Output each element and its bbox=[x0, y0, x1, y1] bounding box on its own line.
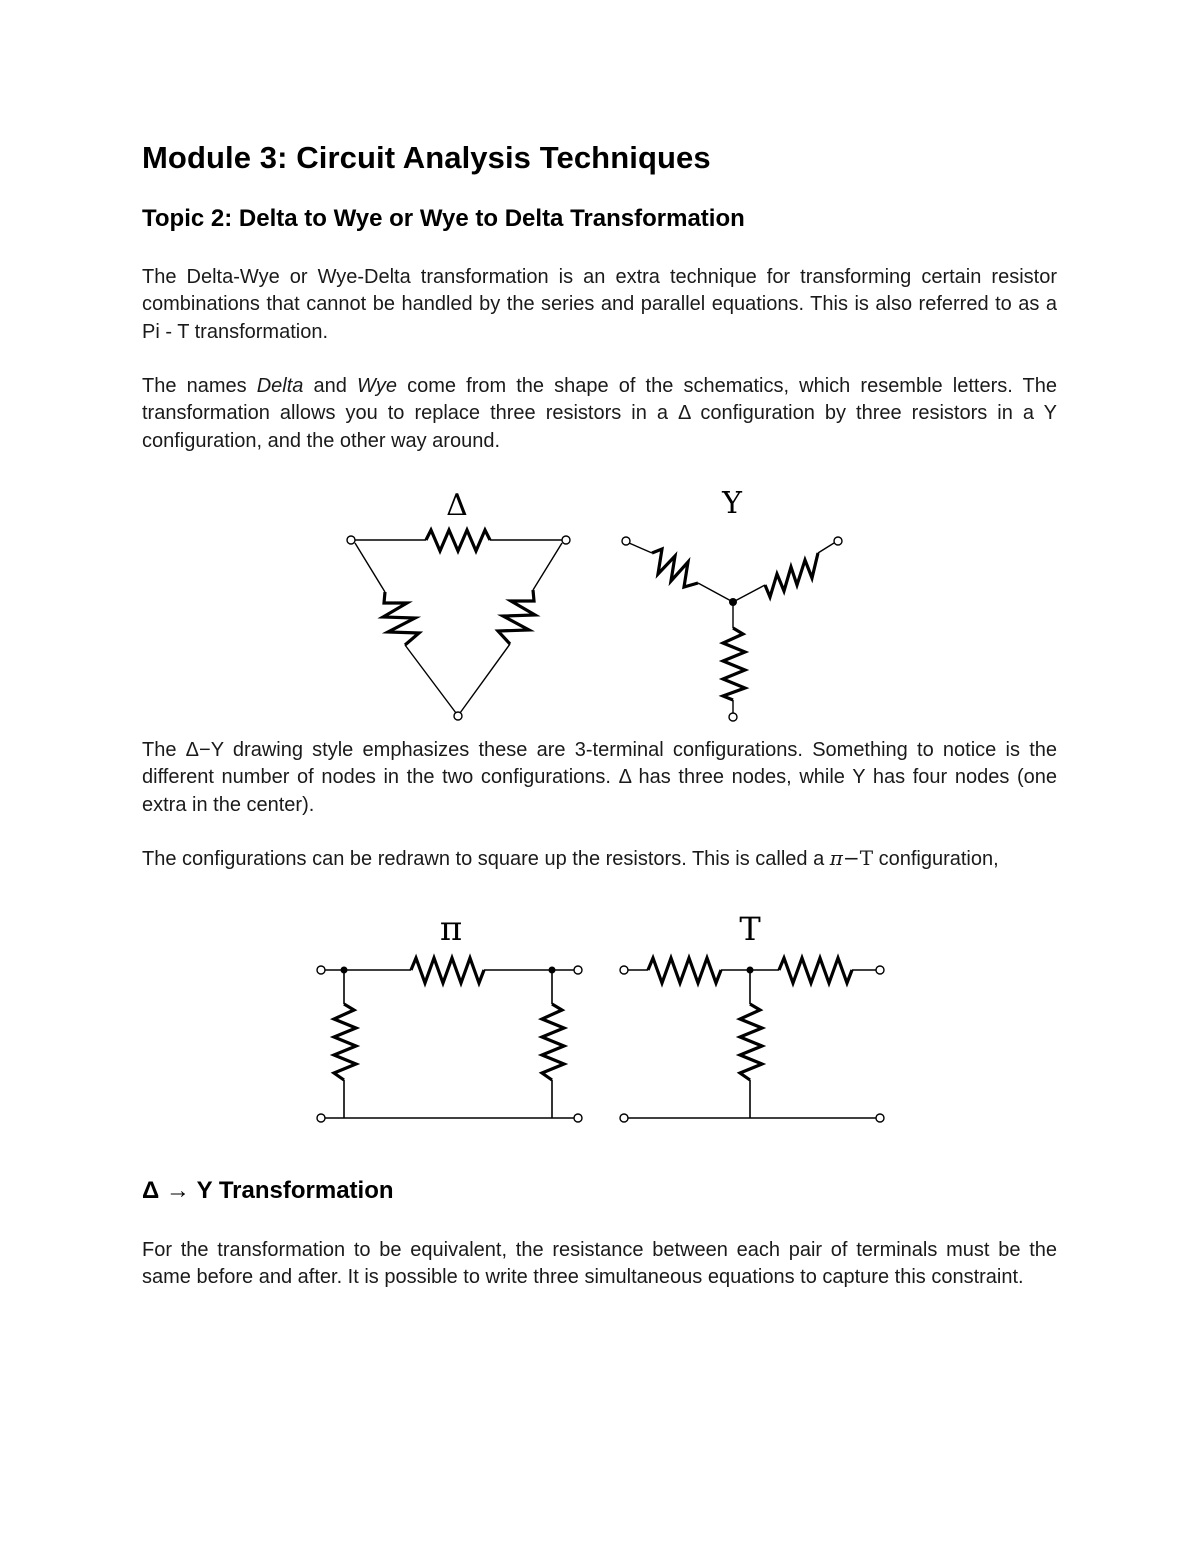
pi-resistor-right bbox=[542, 1004, 564, 1080]
pi-t-pre: The configurations can be redrawn to square up the resistors. This is called a bbox=[142, 848, 830, 870]
t-resistor-left bbox=[648, 958, 721, 983]
delta-resistor-left bbox=[355, 543, 456, 713]
wye-terminal-right bbox=[834, 537, 842, 545]
pi-resistor-left bbox=[334, 1004, 356, 1080]
pi-terminal-bottom-left bbox=[317, 1114, 325, 1122]
t-network bbox=[620, 958, 884, 1122]
delta-term: Delta bbox=[256, 375, 304, 397]
delta-label: Δ bbox=[446, 488, 468, 523]
section-heading: Δ → Y Transformation bbox=[142, 1177, 394, 1204]
wye-resistor-bottom bbox=[723, 602, 745, 713]
delta-terminal-bottom bbox=[454, 712, 462, 720]
wye-resistor-right bbox=[733, 543, 834, 602]
pi-t-paragraph bbox=[142, 845, 1057, 873]
intro-paragraph: The Delta-Wye or Wye-Delta transformation is an extra technique for transforming certain resistor combinations that cannot be handled by the series and parallel equations. This is also referred to as a Pi - T transformation. bbox=[142, 266, 1057, 343]
t-resistor-right bbox=[779, 958, 852, 983]
topic-heading: Topic 2: Delta to Wye or Wye to Delta Transformation bbox=[142, 205, 745, 232]
nodes-paragraph: The Δ−Y drawing style emphasizes these are 3-terminal configurations. Something to notice is the different number of nodes in the two configurations. Δ has three nodes, while Y has four nodes (one extra in the center). bbox=[142, 739, 1057, 816]
t-terminal-top-left bbox=[620, 966, 628, 974]
wye-term: Wye bbox=[357, 375, 398, 397]
pi-label: π bbox=[439, 909, 463, 949]
t-terminal-top-right bbox=[876, 966, 884, 974]
pi-terminal-bottom-right bbox=[574, 1114, 582, 1122]
names-paragraph bbox=[142, 373, 1057, 455]
pi-symbol: π bbox=[829, 846, 843, 870]
t-resistor-bottom bbox=[740, 1004, 762, 1080]
pi-t-post: configuration, bbox=[873, 848, 999, 870]
wye-resistor-left bbox=[629, 543, 733, 602]
delta-terminal-left bbox=[347, 536, 355, 544]
pi-t-diagram bbox=[305, 905, 895, 1135]
wye-center-node bbox=[729, 598, 737, 606]
wye-label: Y bbox=[722, 486, 742, 521]
delta-resistor-right bbox=[460, 543, 562, 713]
equivalence-paragraph: For the transformation to be equivalent, the resistance between each pair of terminals must be the same before and after. It is possible to write three simultaneous equations to capture this constraint. bbox=[142, 1239, 1057, 1289]
t-terminal-bottom-left bbox=[620, 1114, 628, 1122]
t-terminal-bottom-right bbox=[876, 1114, 884, 1122]
pi-t-dash: − bbox=[842, 846, 860, 870]
delta-terminal-right bbox=[562, 536, 570, 544]
delta-resistor-top bbox=[355, 530, 562, 551]
names-post: come from the shape of the schematics, which resemble letters. The transformation allows you to replace three resistors in a Δ configuration by three resistors in a Y configuration, and the other way around. bbox=[142, 375, 1058, 452]
pi-network bbox=[317, 958, 582, 1122]
pi-terminal-top-right bbox=[574, 966, 582, 974]
t-symbol: T bbox=[859, 846, 874, 870]
delta-wye-diagram bbox=[330, 478, 870, 728]
wye-terminal-left bbox=[622, 537, 630, 545]
pi-terminal-top-left bbox=[317, 966, 325, 974]
wye-terminal-bottom bbox=[729, 713, 737, 721]
names-pre: The names bbox=[142, 375, 257, 397]
pi-resistor-top bbox=[411, 958, 484, 983]
names-and: and bbox=[303, 375, 358, 397]
t-label: T bbox=[739, 910, 761, 948]
module-title: Module 3: Circuit Analysis Techniques bbox=[142, 140, 711, 175]
